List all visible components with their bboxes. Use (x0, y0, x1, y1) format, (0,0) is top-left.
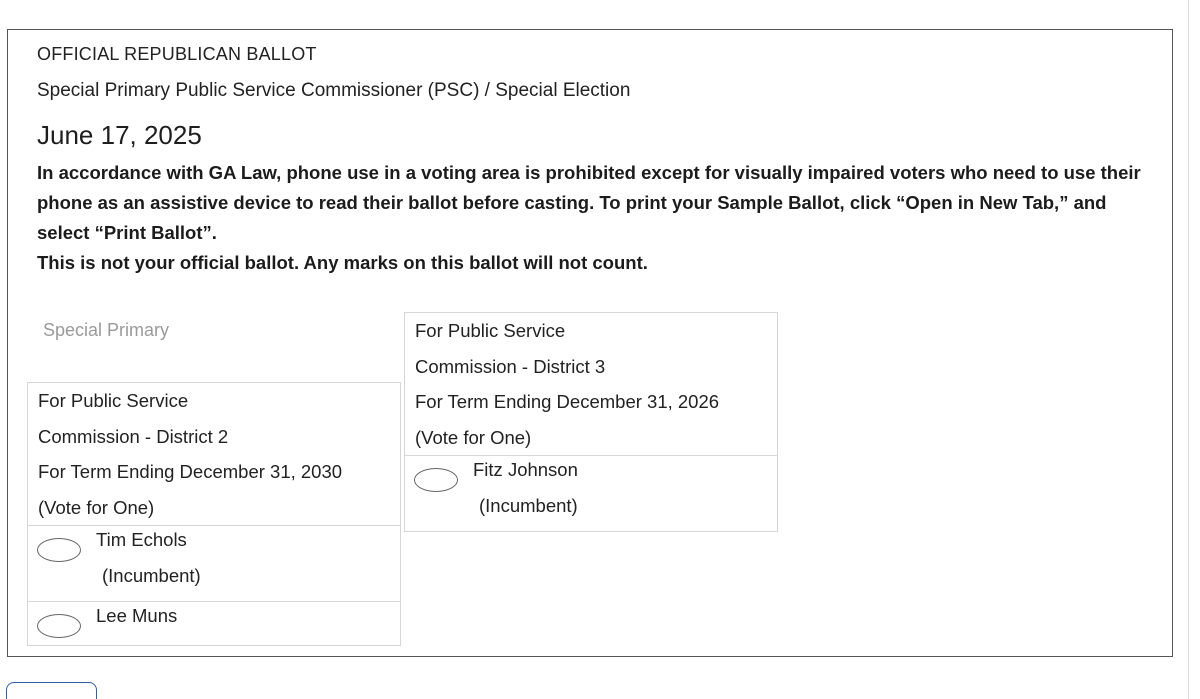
candidate-name: Fitz Johnson (473, 459, 578, 480)
office-title-line1: For Public Service (415, 320, 566, 341)
office-title-line2: Commission - District 3 (415, 355, 606, 377)
vote-oval[interactable] (37, 614, 81, 638)
office-title-line2: Commission - District 2 (38, 425, 229, 447)
incumbent-label: (Incumbent) (479, 495, 578, 516)
vote-instruction: (Vote for One) (38, 496, 155, 518)
term-ending: For Term Ending December 31, 2026 (415, 391, 720, 412)
vote-oval[interactable] (414, 468, 458, 492)
vote-instruction: (Vote for One) (415, 426, 532, 448)
incumbent-label: (Incumbent) (102, 565, 201, 586)
vote-oval[interactable] (37, 538, 81, 562)
action-button[interactable] (6, 682, 97, 699)
term-ending: For Term Ending December 31, 2030 (38, 461, 343, 482)
candidate-name: Lee Muns (96, 605, 178, 626)
unofficial-ballot-warning: This is not your official ballot. Any marks on this ballot will not count. (37, 252, 648, 273)
candidate-option[interactable] (28, 526, 400, 602)
contest-header (405, 313, 777, 456)
section-label: Special Primary (43, 320, 170, 340)
ballot-panel (7, 29, 1173, 657)
ballot-subtitle: Special Primary Public Service Commissioner (PSC) / Special Election (37, 80, 631, 101)
phone-use-notice (37, 158, 1147, 278)
candidate-option[interactable] (28, 602, 400, 646)
election-date: June 17, 2025 (37, 120, 202, 150)
notice-text: In accordance with GA Law, phone use in a voting area is prohibited except for visually impaired voters who need to use their phone as an assistive device to read their ballot before casting. To print your Sample Ballot, click “Open in New Tab,” and select “Print Ballot”. (37, 162, 1141, 243)
contest-district-3 (404, 312, 778, 532)
office-title-line1: For Public Service (38, 390, 189, 411)
candidate-name: Tim Echols (96, 529, 187, 550)
candidate-option[interactable] (405, 456, 777, 532)
scrollbar-track[interactable] (1188, 0, 1189, 699)
contest-header (28, 383, 400, 526)
ballot-title: OFFICIAL REPUBLICAN BALLOT (37, 44, 317, 64)
contest-district-2 (27, 382, 401, 646)
